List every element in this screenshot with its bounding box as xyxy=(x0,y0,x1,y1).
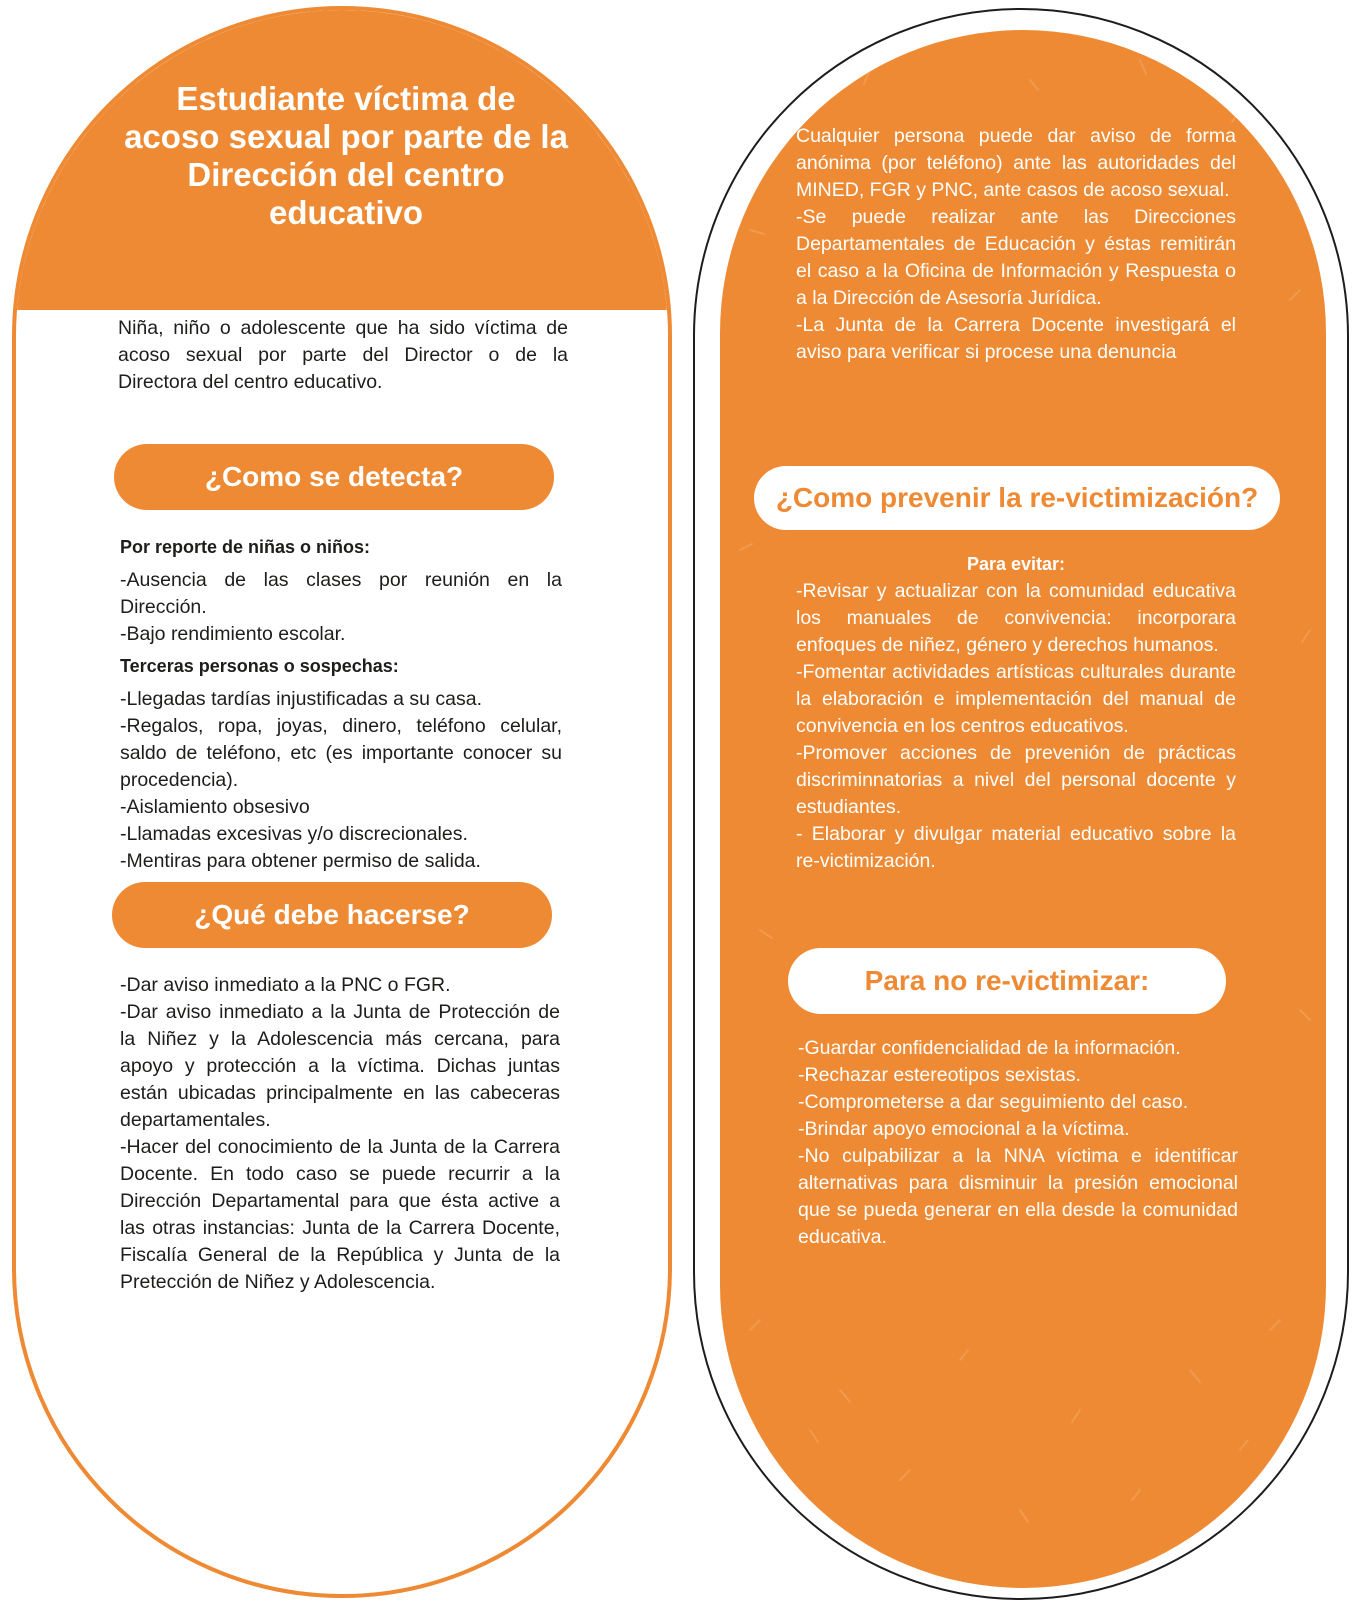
detect-section xyxy=(120,534,562,875)
report-section xyxy=(796,123,1236,366)
prevent-section xyxy=(796,551,1236,875)
page-title: Estudiante víctima de acoso sexual por parte de la Dirección del centro educativo xyxy=(124,80,568,231)
left-panel xyxy=(12,6,672,1598)
list-item: -Guardar confidencialidad de la información. xyxy=(798,1037,1181,1059)
list-item: -Ausencia de las clases por reunión en la Dirección. xyxy=(120,569,562,618)
list-item: -Aislamiento obsesivo xyxy=(120,796,310,818)
list-item: -Mentiras para obtener permiso de salida. xyxy=(120,850,481,872)
right-panel xyxy=(720,30,1326,1588)
list-item: -Rechazar estereotipos sexistas. xyxy=(798,1064,1081,1086)
list-item: -Dar aviso inmediato a la Junta de Protección de la Niñez y la Adolescencia más cercana, para apoyo y protección a la víctima. Dichas juntas están ubicadas principalmente en las cabeceras departamentales. xyxy=(120,1001,560,1131)
list-item: -No culpabilizar a la NNA víctima e identificar alternativas para disminuir la presión emocional que se pueda generar en ella desde la comunidad educativa. xyxy=(798,1145,1238,1248)
list-item: -Se puede realizar ante las Direcciones Departamentales de Educación y éstas remitirán el caso a la Oficina de Información y Respuesta o a la Dirección de Asesoría Jurídica. xyxy=(796,206,1236,309)
list-item: -La Junta de la Carrera Docente investigará el aviso para verificar si procese una denuncia xyxy=(796,314,1236,363)
detect-subheading-1: Por reporte de niñas o niños: xyxy=(120,537,371,557)
intro-text: Niña, niño o adolescente que ha sido víctima de acoso sexual por parte del Director o de la Directora del centro educativo. xyxy=(118,317,568,393)
todo-section xyxy=(120,972,560,1296)
list-item: -Regalos, ropa, joyas, dinero, teléfono celular, saldo de teléfono, etc (es importante conocer su procedencia). xyxy=(120,715,562,791)
list-item: -Bajo rendimiento escolar. xyxy=(120,623,346,645)
list-item: -Revisar y actualizar con la comunidad educativa los manuales de convivencia: incorporara enfoques de niñez, género y derechos humanos. xyxy=(796,580,1236,656)
prevent-heading: ¿Como prevenir la re-victimización? xyxy=(754,466,1280,530)
list-item: -Dar aviso inmediato a la PNC o FGR. xyxy=(120,974,451,996)
todo-heading: ¿Qué debe hacerse? xyxy=(112,882,552,948)
detect-subheading-2: Terceras personas o sospechas: xyxy=(120,656,399,676)
list-item: -Promover acciones de prevenión de prácticas discriminnatorias a nivel del personal docente y estudiantes. xyxy=(796,742,1236,818)
list-item: -Hacer del conocimiento de la Junta de la Carrera Docente. En todo caso se puede recurrir a la Dirección Departamental para que ésta active a las otras instancias: Junta de la Carrera Docente, Fiscalía General de la República y Junta de la Pretección de Niñez y Adolescencia. xyxy=(120,1136,560,1293)
detect-heading: ¿Como se detecta? xyxy=(114,444,554,510)
prevent-subheading: Para evitar: xyxy=(966,554,1066,574)
list-item: - Elaborar y divulgar material educativo sobre la re-victimización. xyxy=(796,823,1236,872)
norevictimize-heading: Para no re-victimizar: xyxy=(788,948,1226,1014)
list-item: Cualquier persona puede dar aviso de forma anónima (por teléfono) ante las autoridades del MINED, FGR y PNC, ante casos de acoso sexual. xyxy=(796,125,1236,201)
list-item: -Llegadas tardías injustificadas a su casa. xyxy=(120,688,483,710)
list-item: -Llamadas excesivas y/o discrecionales. xyxy=(120,823,468,845)
list-item: -Fomentar actividades artísticas culturales durante la elaboración e implementación del manual de convivencia en los centros educativos. xyxy=(796,661,1236,737)
list-item: -Comprometerse a dar seguimiento del caso. xyxy=(798,1091,1189,1113)
list-item: -Brindar apoyo emocional a la víctima. xyxy=(798,1118,1130,1140)
norevictimize-section xyxy=(798,1035,1238,1251)
